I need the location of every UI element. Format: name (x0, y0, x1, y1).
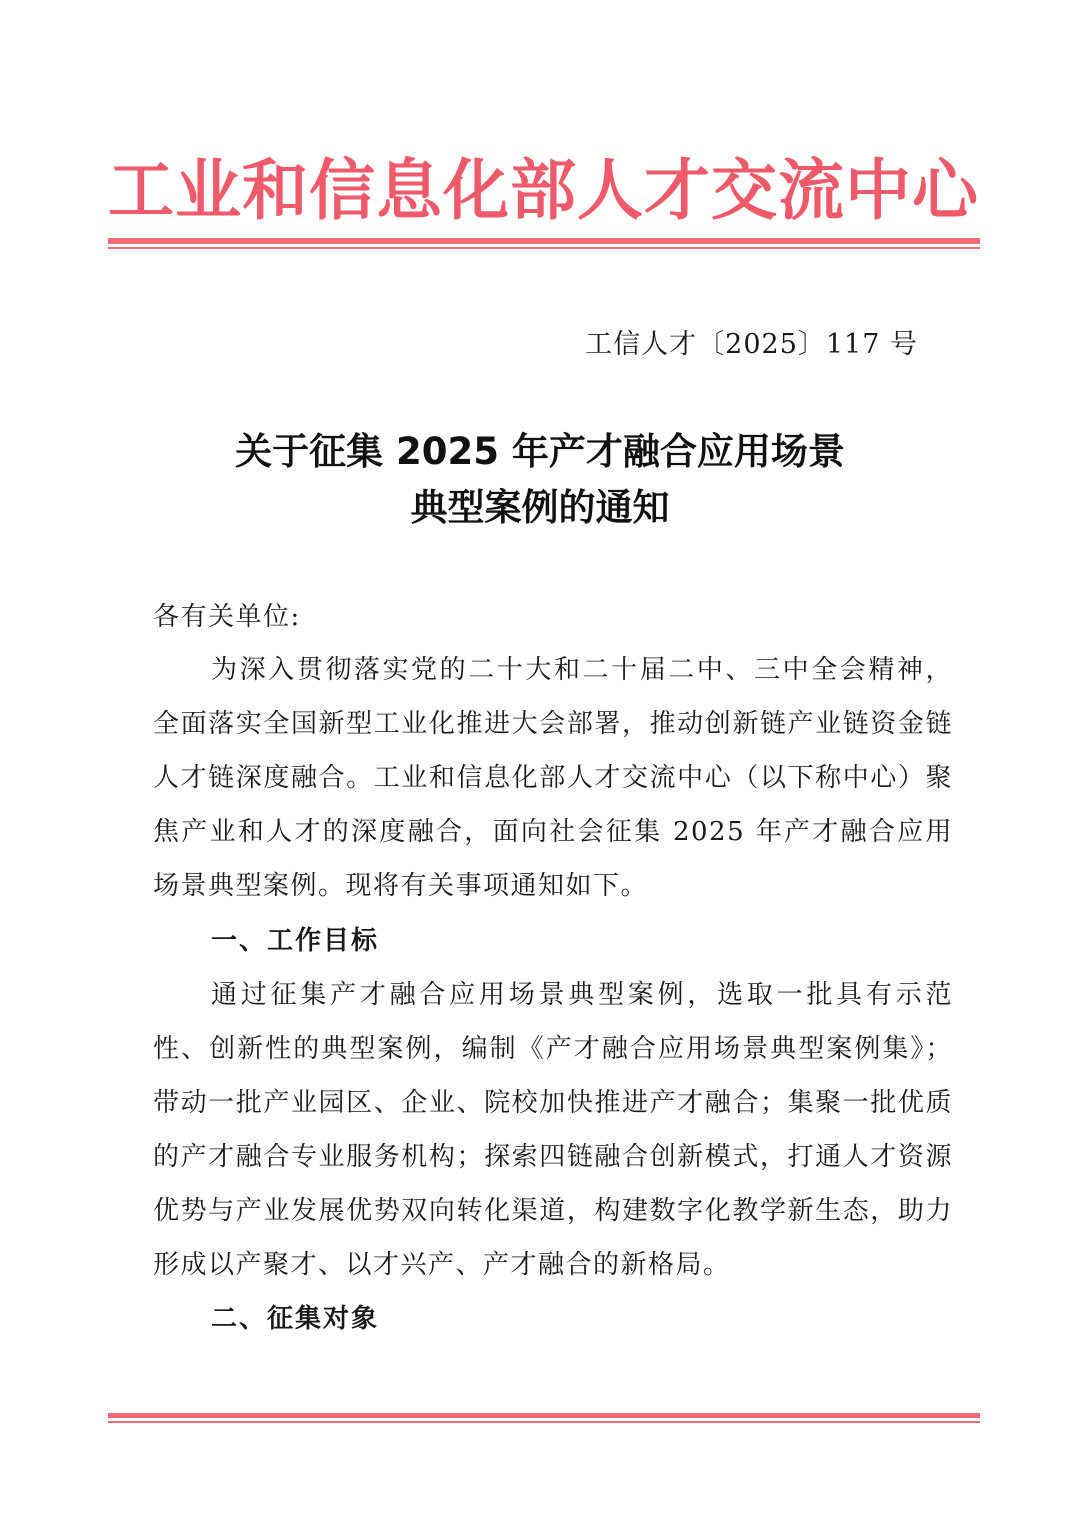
intro-paragraph: 为深入贯彻落实党的二十大和二十届二中、三中全会精神，全面落实全国新型工业化推进大会部署，推动创新链产业链资金链人才链深度融合。工业和信息化部人才交流中心（以下称中心）聚焦产业和人才的深度融合，面向社会征集 2025 年产才融合应用场景典型案例。现将有关事项通知如下。 (153, 655, 953, 901)
footer-divider-thick (108, 1413, 980, 1418)
goals-paragraph: 通过征集产才融合应用场景典型案例，选取一批具有示范性、创新性的典型案例，编制《产才融合应用场景典型案例集》；带动一批产业园区、企业、院校加快推进产才融合；集聚一批优质的产才融合专业服务机构；探索四链融合创新模式，打通人才资源优势与产业发展优势双向转化渠道，构建数字化教学新生态，助力形成以产聚才、以才兴产、产才融合的新格局。 (153, 980, 953, 1280)
salutation: 各有关单位: (153, 602, 301, 632)
section-heading-targets: 二、征集对象 (211, 1304, 380, 1334)
footer-divider-thin (108, 1421, 980, 1423)
document-number: 工信人才〔2025〕117 号 (585, 329, 918, 360)
letterhead-divider-thin (108, 247, 980, 249)
letterhead-title: 工业和信息化部人才交流中心 (108, 151, 979, 229)
section-heading-goals: 一、工作目标 (211, 926, 380, 956)
title-line-2: 典型案例的通知 (410, 486, 670, 529)
title-line-1: 关于征集 2025 年产才融合应用场景 (235, 430, 845, 473)
letterhead-divider-thick (108, 238, 980, 244)
document-title (0, 424, 1080, 536)
